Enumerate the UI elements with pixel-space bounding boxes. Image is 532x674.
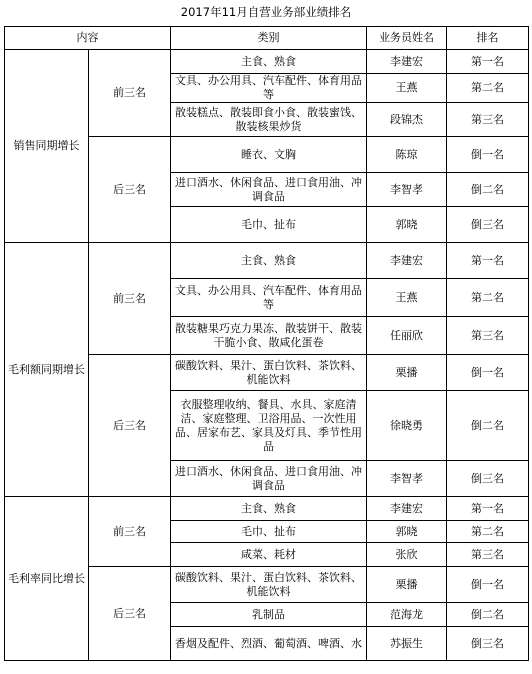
salesperson-cell[interactable]: 段锦杰 (367, 103, 447, 137)
group-label[interactable]: 后三名 (89, 567, 171, 661)
sheet-title: 2017年11月自营业务部业绩排名 (180, 5, 352, 19)
rank-cell[interactable]: 第三名 (447, 317, 529, 355)
category-cell[interactable]: 主食、熟食 (171, 497, 367, 521)
salesperson-cell[interactable]: 范海龙 (367, 603, 447, 627)
category-cell[interactable]: 香烟及配件、烈酒、葡萄酒、啤酒、水 (171, 627, 367, 661)
salesperson-cell[interactable]: 王燕 (367, 279, 447, 317)
section-label[interactable]: 销售同期增长 (5, 50, 89, 243)
header-content[interactable]: 内容 (5, 27, 171, 50)
section-label[interactable]: 毛利额同期增长 (5, 243, 89, 497)
category-cell[interactable]: 文具、办公用具、汽车配件、体育用品等 (171, 74, 367, 103)
table-row (5, 243, 529, 279)
header-row (5, 27, 529, 50)
ranking-table (4, 26, 529, 661)
rank-cell[interactable]: 倒一名 (447, 137, 529, 173)
rank-cell[interactable]: 第二名 (447, 74, 529, 103)
rank-cell[interactable]: 倒一名 (447, 355, 529, 391)
salesperson-cell[interactable]: 栗播 (367, 567, 447, 603)
group-label[interactable]: 前三名 (89, 243, 171, 355)
salesperson-cell[interactable]: 徐晓勇 (367, 391, 447, 461)
group-label[interactable]: 前三名 (89, 497, 171, 567)
table-row (5, 497, 529, 521)
rank-cell[interactable]: 倒二名 (447, 391, 529, 461)
rank-cell[interactable]: 第一名 (447, 497, 529, 521)
category-cell[interactable]: 毛巾、扯布 (171, 207, 367, 243)
rank-cell[interactable]: 倒三名 (447, 207, 529, 243)
rank-cell[interactable]: 倒三名 (447, 461, 529, 497)
category-cell[interactable]: 进口酒水、休闲食品、进口食用油、冲调食品 (171, 173, 367, 207)
salesperson-cell[interactable]: 李智孝 (367, 461, 447, 497)
group-label[interactable]: 后三名 (89, 137, 171, 243)
salesperson-cell[interactable]: 李建宏 (367, 497, 447, 521)
category-cell[interactable]: 主食、熟食 (171, 50, 367, 74)
rank-cell[interactable]: 倒三名 (447, 627, 529, 661)
salesperson-cell[interactable]: 郭晓 (367, 207, 447, 243)
group-label[interactable]: 前三名 (89, 50, 171, 137)
rank-cell[interactable]: 第三名 (447, 543, 529, 567)
category-cell[interactable]: 散装糕点、散装即食小食、散装蜜饯、散装核果炒货 (171, 103, 367, 137)
header-salesperson[interactable]: 业务员姓名 (367, 27, 447, 50)
salesperson-cell[interactable]: 李建宏 (367, 243, 447, 279)
category-cell[interactable]: 主食、熟食 (171, 243, 367, 279)
category-cell[interactable]: 衣服整理收纳、餐具、水具、家庭清洁、家庭整理、卫浴用品、一次性用品、居家布艺、家具及灯具、季节性用品 (171, 391, 367, 461)
rank-cell[interactable]: 第一名 (447, 243, 529, 279)
category-cell[interactable]: 文具、办公用具、汽车配件、体育用品等 (171, 279, 367, 317)
salesperson-cell[interactable]: 苏振生 (367, 627, 447, 661)
header-category[interactable]: 类别 (171, 27, 367, 50)
rank-cell[interactable]: 第二名 (447, 521, 529, 543)
salesperson-cell[interactable]: 张欣 (367, 543, 447, 567)
rank-cell[interactable]: 倒一名 (447, 567, 529, 603)
category-cell[interactable]: 毛巾、扯布 (171, 521, 367, 543)
category-cell[interactable]: 进口酒水、休闲食品、进口食用油、冲调食品 (171, 461, 367, 497)
rank-cell[interactable]: 第一名 (447, 50, 529, 74)
rank-cell[interactable]: 倒二名 (447, 173, 529, 207)
salesperson-cell[interactable]: 栗播 (367, 355, 447, 391)
salesperson-cell[interactable]: 王燕 (367, 74, 447, 103)
rank-cell[interactable]: 倒二名 (447, 603, 529, 627)
category-cell[interactable]: 乳制品 (171, 603, 367, 627)
rank-cell[interactable]: 第三名 (447, 103, 529, 137)
salesperson-cell[interactable]: 郭晓 (367, 521, 447, 543)
rank-cell[interactable]: 第二名 (447, 279, 529, 317)
category-cell[interactable]: 咸菜、耗材 (171, 543, 367, 567)
category-cell[interactable]: 睡衣、文胸 (171, 137, 367, 173)
table-row (5, 50, 529, 74)
salesperson-cell[interactable]: 任丽欣 (367, 317, 447, 355)
salesperson-cell[interactable]: 李建宏 (367, 50, 447, 74)
salesperson-cell[interactable]: 李智孝 (367, 173, 447, 207)
category-cell[interactable]: 碳酸饮料、果汁、蛋白饮料、茶饮料、机能饮料 (171, 567, 367, 603)
section-label[interactable]: 毛利率同比增长 (5, 497, 89, 661)
category-cell[interactable]: 散装糖果巧克力果冻、散装饼干、散装干脆小食、散咸化蛋卷 (171, 317, 367, 355)
group-label[interactable]: 后三名 (89, 355, 171, 497)
header-rank[interactable]: 排名 (447, 27, 529, 50)
category-cell[interactable]: 碳酸饮料、果汁、蛋白饮料、茶饮料、机能饮料 (171, 355, 367, 391)
salesperson-cell[interactable]: 陈琼 (367, 137, 447, 173)
